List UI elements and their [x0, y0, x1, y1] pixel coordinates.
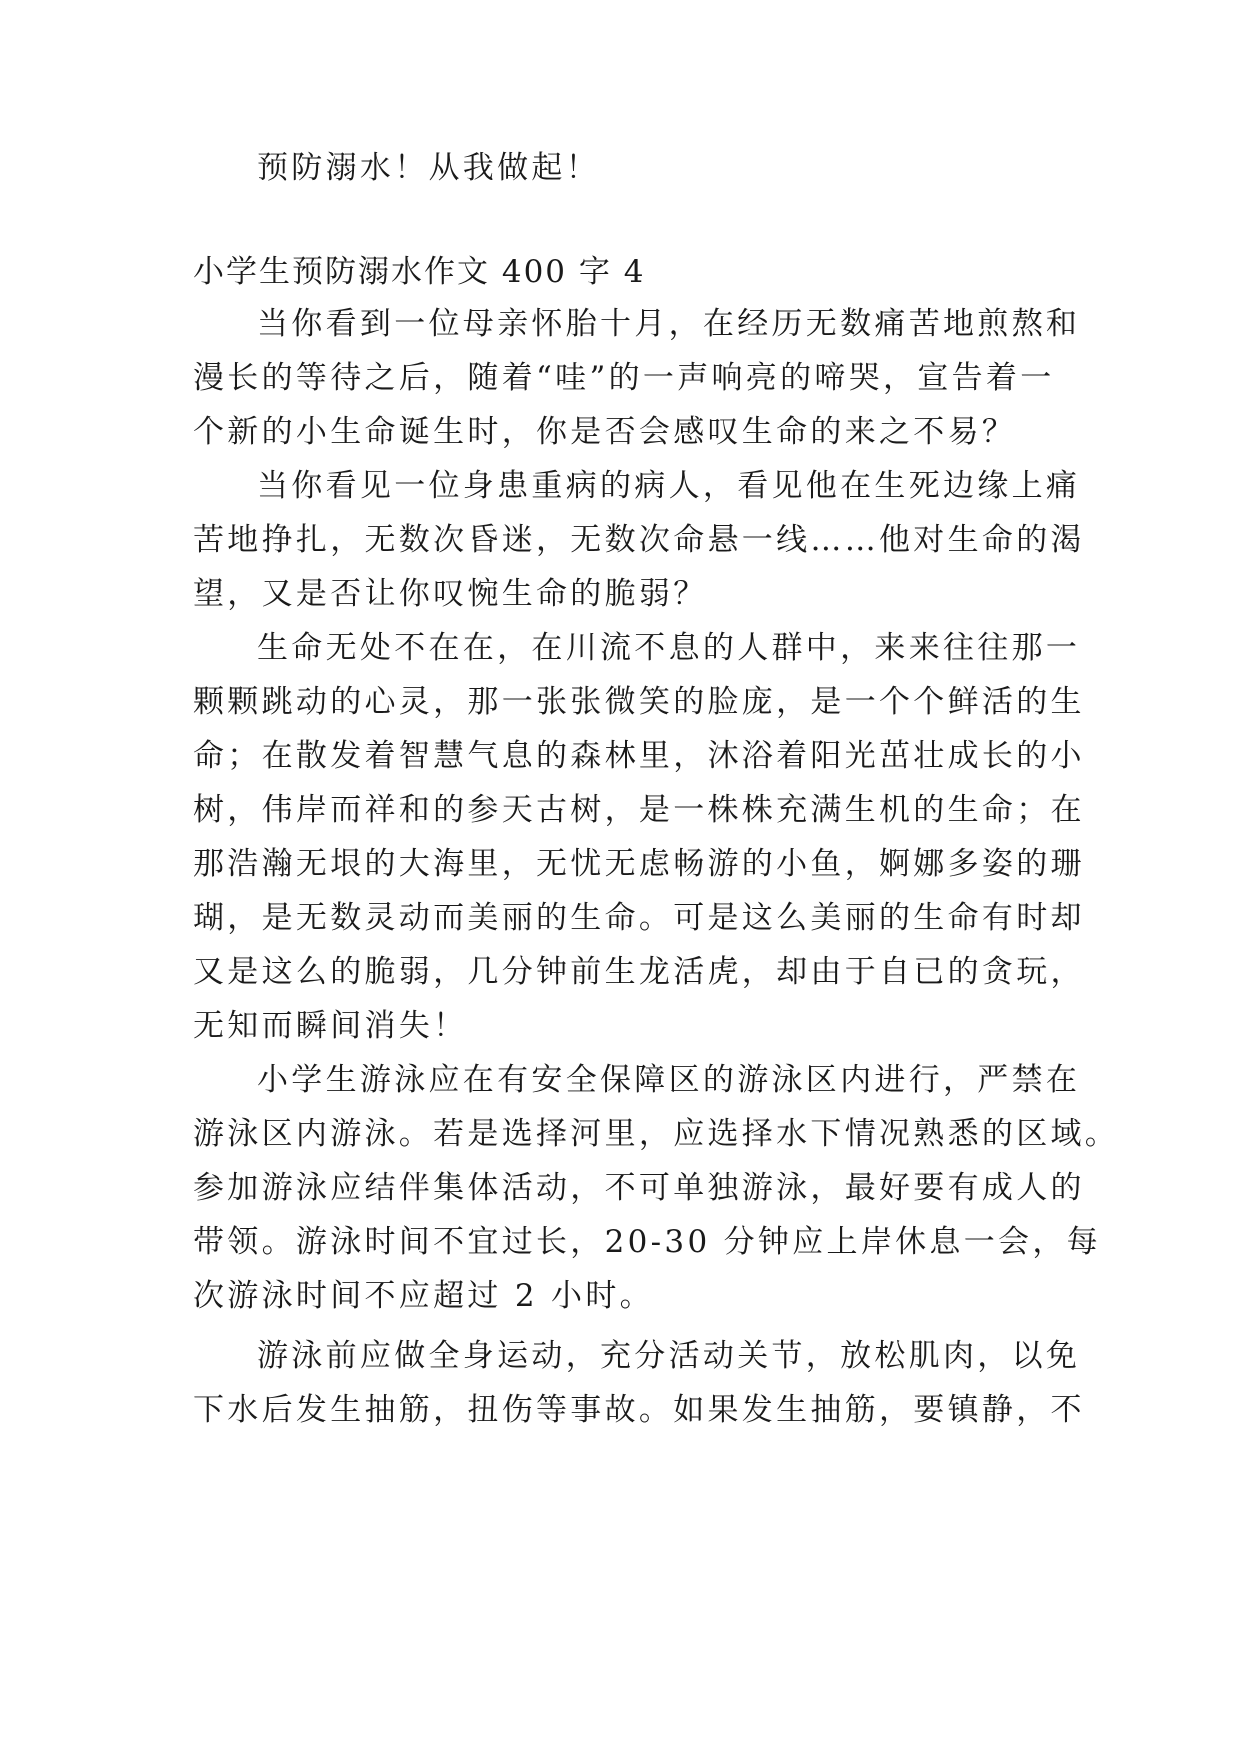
paragraph-line: 下水后发生抽筋，扭伤等事故。如果发生抽筋，要镇静，不 [193, 1392, 1085, 1428]
essay-title: 小学生预防溺水作文 400 字 4 [193, 254, 646, 290]
closing-slogan: 预防溺水！从我做起！ [257, 150, 600, 186]
paragraph-line: 带领。游泳时间不宜过长，20-30 分钟应上岸休息一会，每 [193, 1224, 1101, 1260]
paragraph-line: 次游泳时间不应超过 2 小时。 [193, 1278, 654, 1314]
paragraph-line: 生命无处不在在，在川流不息的人群中，来来往往那一 [257, 630, 1081, 666]
paragraph-line: 小学生游泳应在有安全保障区的游泳区内进行，严禁在 [257, 1062, 1081, 1098]
paragraph-line: 漫长的等待之后，随着“哇”的一声响亮的啼哭，宣告着一 [193, 360, 1055, 396]
paragraph-line: 参加游泳应结伴集体活动，不可单独游泳，最好要有成人的 [193, 1170, 1085, 1206]
paragraph-line: 那浩瀚无垠的大海里，无忧无虑畅游的小鱼，婀娜多姿的珊 [193, 846, 1085, 882]
paragraph-line: 无知而瞬间消失！ [193, 1008, 468, 1044]
paragraph-line: 望，又是否让你叹惋生命的脆弱？ [193, 576, 708, 612]
paragraph-line: 当你看见一位身患重病的病人，看见他在生死边缘上痛 [257, 468, 1081, 504]
paragraph-line: 命；在散发着智慧气息的森林里，沐浴着阳光茁壮成长的小 [193, 738, 1085, 774]
paragraph-line: 颗颗跳动的心灵，那一张张微笑的脸庞，是一个个鲜活的生 [193, 684, 1085, 720]
paragraph-line: 苦地挣扎，无数次昏迷，无数次命悬一线……他对生命的渴 [193, 522, 1085, 558]
paragraph-line: 瑚，是无数灵动而美丽的生命。可是这么美丽的生命有时却 [193, 900, 1085, 936]
paragraph-line: 个新的小生命诞生时，你是否会感叹生命的来之不易？ [193, 414, 1017, 450]
paragraph-line: 当你看到一位母亲怀胎十月，在经历无数痛苦地煎熬和 [257, 306, 1081, 342]
paragraph-line: 游泳区内游泳。若是选择河里，应选择水下情况熟悉的区域。 [193, 1116, 1120, 1152]
paragraph-line: 树，伟岸而祥和的参天古树，是一株株充满生机的生命；在 [193, 792, 1085, 828]
paragraph-line: 游泳前应做全身运动，充分活动关节，放松肌肉，以免 [257, 1338, 1081, 1374]
paragraph-line: 又是这么的脆弱，几分钟前生龙活虎，却由于自已的贪玩， [193, 954, 1085, 990]
